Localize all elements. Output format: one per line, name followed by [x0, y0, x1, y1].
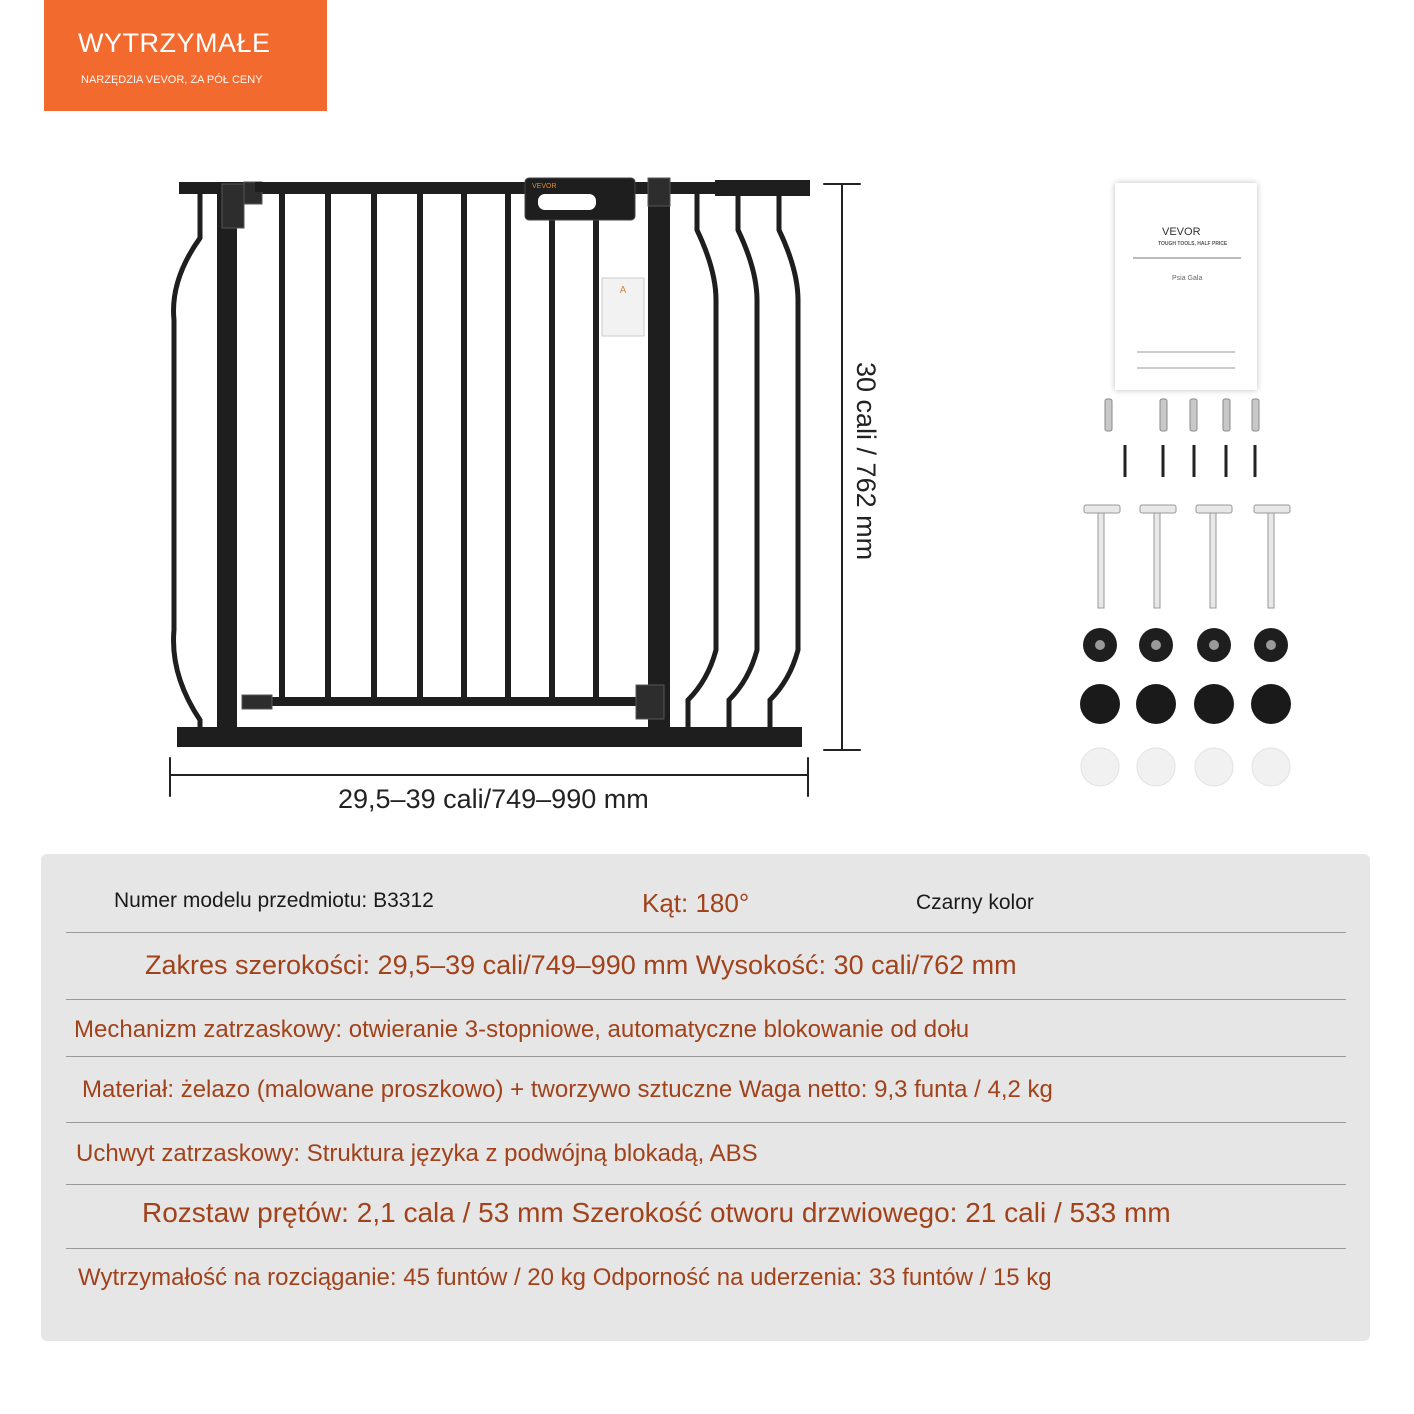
badge-subtitle: NARZĘDZIA VEVOR, ZA PÓŁ CENY: [81, 74, 263, 86]
spec-row-3: [66, 999, 1346, 1057]
brand-badge: [44, 0, 327, 111]
screws: [1125, 445, 1255, 477]
manual-slogan: TOUGH TOOLS, HALF PRICE: [1158, 241, 1228, 247]
color-spec: Czarny kolor: [916, 891, 1034, 914]
opening-angle: Kąt: 180°: [642, 888, 750, 918]
spec-row-2: [66, 932, 1346, 1000]
hardware-parts: [1070, 395, 1310, 795]
wall-cups: [1080, 684, 1291, 724]
manual-footer: [1137, 351, 1235, 369]
model-number: Numer modelu przedmiotu: B3312: [114, 889, 434, 912]
wall-anchors: [1105, 399, 1259, 431]
height-dimension-label: 30 cali / 762 mm: [851, 362, 881, 561]
spec-row-1: [66, 854, 1346, 933]
badge-title: WYTRZYMAŁE: [78, 28, 271, 58]
sticker-letter: A: [619, 285, 627, 296]
strength-spec: Wytrzymałość na rozciąganie: 45 funtów / 20 kg Odporność na uderzenia: 33 funtów / 15 kg: [78, 1264, 1052, 1291]
gate-brand: VEVOR: [532, 183, 557, 190]
spec-panel: [41, 854, 1370, 1341]
latch-mechanism: Mechanizm zatrzaskowy: otwieranie 3-stopniowe, automatyczne blokowanie od dołu: [74, 1016, 970, 1043]
width-dimension-label: 29,5–39 cali/749–990 mm: [338, 784, 649, 814]
spec-row-7: [66, 1248, 1346, 1328]
lock-nuts: [1083, 628, 1288, 662]
size-range: Zakres szerokości: 29,5–39 cali/749–990 mm Wysokość: 30 cali/762 mm: [145, 950, 1017, 980]
spec-row-4: [66, 1056, 1346, 1123]
bar-spacing: Rozstaw prętów: 2,1 cala / 53 mm Szerokość otworu drzwiowego: 21 cali / 533 mm: [142, 1197, 1171, 1228]
spec-row-5: [66, 1122, 1346, 1185]
latch-handle: Uchwyt zatrzaskowy: Struktura języka z podwójną blokadą, ABS: [76, 1140, 758, 1167]
manual-title: Psia Gala: [1172, 275, 1203, 282]
manual-booklet: [1115, 183, 1257, 390]
spec-row-6: [66, 1184, 1346, 1249]
manual-divider: [1133, 257, 1241, 259]
gate-illustration: [160, 170, 880, 820]
threaded-spindles: [1084, 505, 1290, 608]
manual-brand: VEVOR: [1162, 226, 1201, 238]
material-weight: Materiał: żelazo (malowane proszkowo) + tworzywo sztuczne Waga netto: 9,3 funta / 4,2 kg: [82, 1076, 1053, 1103]
rubber-pads: [1081, 748, 1290, 786]
